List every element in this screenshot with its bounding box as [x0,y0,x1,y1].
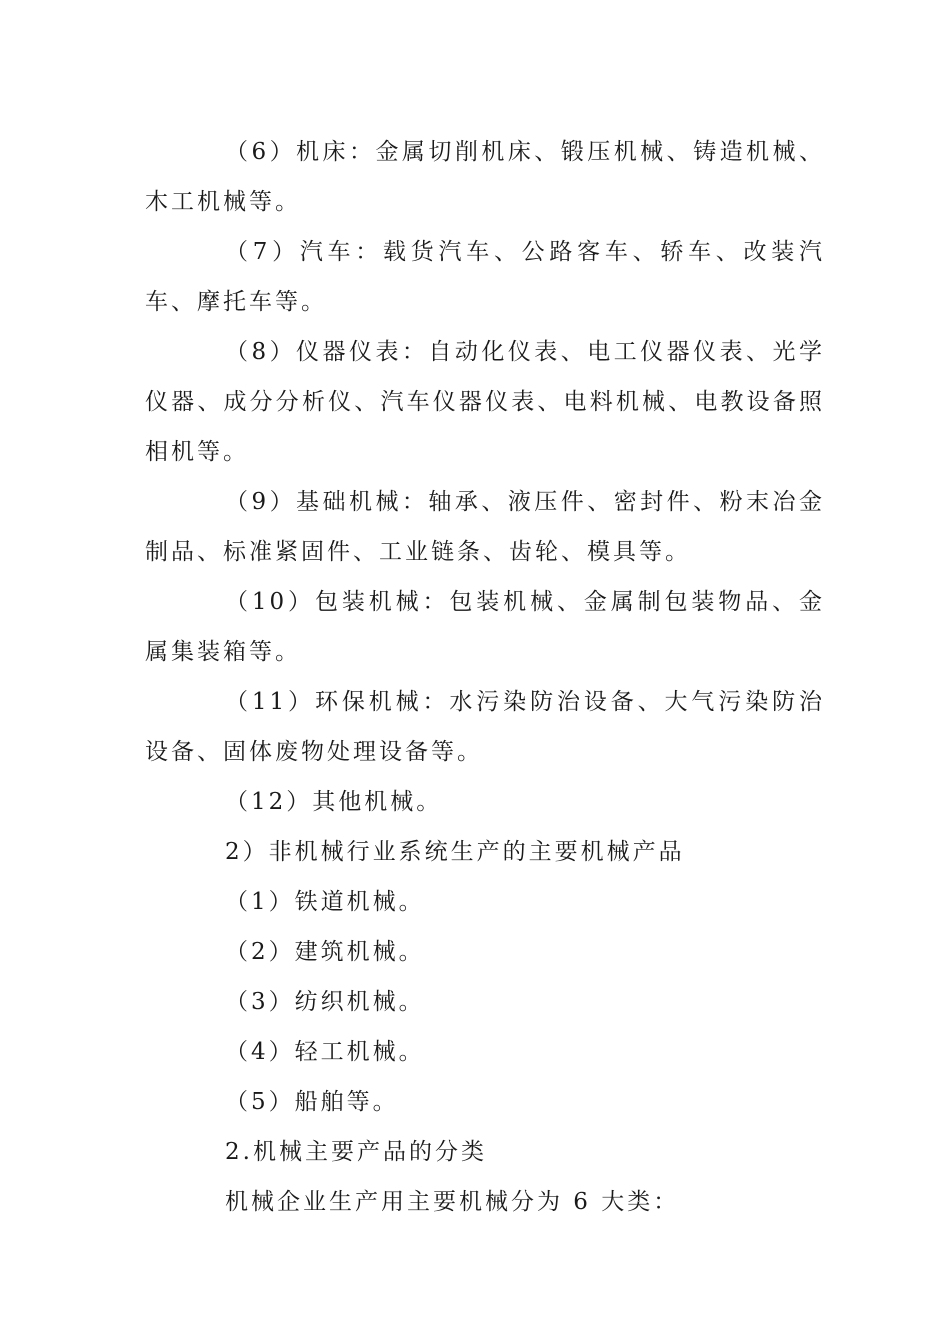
list-item-light-industry-machinery: （4）轻工机械。 [225,1039,425,1065]
list-item-construction-machinery: （2）建筑机械。 [225,939,425,965]
paragraph-basic-machinery: （9）基础机械：轴承、液压件、密封件、粉末冶金制品、标准紧固件、工业链条、齿轮、模具等。 [145,489,825,565]
paragraph-six-categories: 机械企业生产用主要机械分为 6 大类： [225,1189,680,1215]
paragraph-machine-tools: （6）机床：金属切削机床、锻压机械、铸造机械、木工机械等。 [145,139,825,215]
list-item-ships: （5）船舶等。 [225,1089,399,1115]
paragraph-automobiles: （7）汽车：载货汽车、公路客车、轿车、改装汽车、摩托车等。 [145,239,825,315]
paragraph-other-machinery: （12）其他机械。 [225,789,443,815]
list-item-railway-machinery: （1）铁道机械。 [225,889,425,915]
paragraph-packaging-machinery: （10）包装机械：包装机械、金属制包装物品、金属集装箱等。 [145,589,825,665]
document-body [145,127,825,1227]
paragraph-environmental-machinery: （11）环保机械：水污染防治设备、大气污染防治设备、固体废物处理设备等。 [145,689,825,765]
section-heading-classification: 2.机械主要产品的分类 [225,1139,487,1165]
section-heading-non-machinery: 2）非机械行业系统生产的主要机械产品 [225,839,685,865]
list-item-textile-machinery: （3）纺织机械。 [225,989,425,1015]
paragraph-instruments: （8）仪器仪表：自动化仪表、电工仪器仪表、光学仪器、成分分析仪、汽车仪器仪表、电料机械、电教设备照相机等。 [145,339,825,465]
